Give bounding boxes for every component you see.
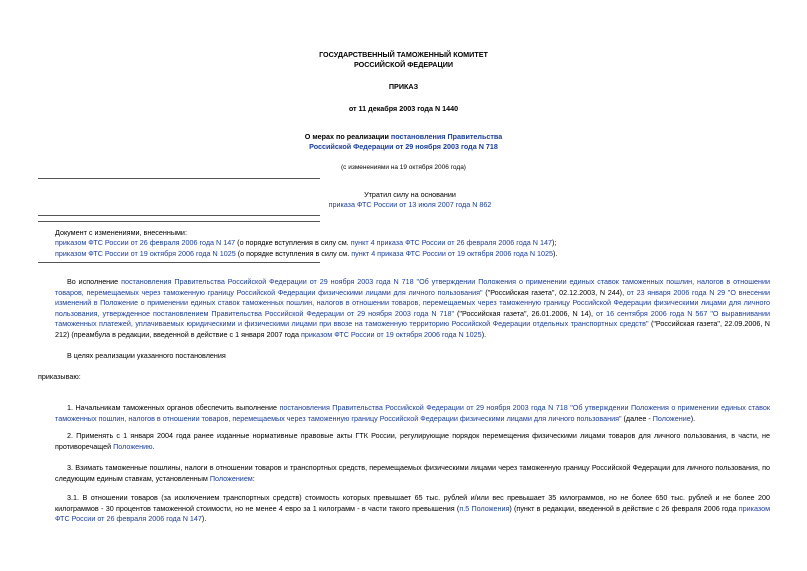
amendment-text: (о порядке вступления в силу см.: [235, 238, 351, 247]
amendment-text: ).: [553, 249, 558, 258]
item-1-paragraph: [55, 403, 770, 424]
item-text: ).: [201, 514, 207, 524]
purpose-paragraph: В целях реализации указанного постановления: [67, 351, 226, 360]
item-text: .: [152, 441, 155, 451]
title-link[interactable]: постановления Правительства: [390, 132, 503, 141]
doc-title-line2: [0, 142, 807, 153]
doc-date: от 11 декабря 2003 года N 1440: [348, 104, 459, 113]
preamble-text: Во исполнение: [67, 277, 122, 286]
amendment-link[interactable]: пункт 4 приказа ФТС России от 19 октября 2006 года N 1025: [351, 249, 554, 258]
item-link[interactable]: приказом ФТС России от 26 февраля 2006 года N 147: [55, 503, 771, 524]
item-text: ).: [690, 413, 696, 423]
item-2-paragraph: [55, 431, 770, 452]
status-link[interactable]: приказа ФТС России от 13 июля 2007 года N 862: [328, 200, 492, 209]
item-link[interactable]: Положением: [209, 473, 253, 483]
doc-type: ПРИКАЗ: [388, 82, 419, 91]
order-word: приказываю:: [38, 372, 81, 381]
preamble-text: ).: [481, 329, 487, 339]
amendments-heading: Документ с изменениями, внесенными:: [55, 228, 187, 237]
item-link[interactable]: постановления Правительства Российской Федерации от 29 ноября 2003 года N 718 "Об утверждении Положения о применении единых ставок таможенных пошлин, налогов в отношении товаров, перемещаемых через таможенную границу Российской Федерации физическими лицами для личного пользования": [55, 403, 770, 423]
divider: [38, 262, 320, 263]
item-3-1-paragraph: [55, 493, 770, 525]
title-link-cont[interactable]: Российской Федерации от 29 ноября 2003 года N 718: [309, 142, 498, 151]
amendment-link[interactable]: приказом ФТС России от 19 октября 2006 года N 1025: [55, 249, 236, 258]
amendment-item: [55, 238, 556, 249]
status-text: Утратил силу на основании: [364, 190, 456, 199]
item-text: ) (пункт в редакции, введенной в действие с 26 февраля 2006 года: [509, 503, 739, 513]
item-link[interactable]: п.5 Положения: [459, 503, 510, 513]
item-text: 2. Применять с 1 января 2004 года ранее изданные нормативные правовые акты ГТК России, регулирующие порядок перемещения физическими лицами товаров для личного пользования, в части, не противоречащей: [55, 431, 770, 451]
item-link[interactable]: Положению: [113, 441, 153, 451]
preamble-link[interactable]: постановления Правительства Российской Федерации от 29 ноября 2003 года N 718 "Об утверждении Положения о применении единых ставок таможенных пошлин, налогов в отношении товаров, перемещаемых через таможенную границу Российской Федерации физическими лицами для личного пользования": [55, 277, 770, 297]
amended-note: (с изменениями на 19 октября 2006 года): [341, 164, 466, 171]
amendment-link[interactable]: пункт 4 приказа ФТС России от 26 февраля 2006 года N 147: [350, 238, 552, 247]
divider: [38, 215, 320, 216]
divider: [38, 221, 320, 222]
item-text: 3.1. В отношении товаров (за исключением транспортных средств) стоимость которых превышает 65 тыс. рублей и/или вес превышает 35 килограммов, но не более 650 тыс. рублей и не более 200 килограммов - 30 процентов таможенной стоимости, но не менее 4 евро за 1 килограмм - в части такого превышения (: [55, 493, 770, 513]
item-3-paragraph: [55, 463, 770, 484]
preamble-link[interactable]: от 16 сентября 2006 года N 567 "О выравнивании таможенных платежей, уплачиваемых юридическими и физическими лицами при ввозе на таможенную территорию Российской Федерации отдельных транспортных средств": [55, 308, 770, 329]
authority-line2: РОССИЙСКОЙ ФЕДЕРАЦИИ: [353, 60, 454, 69]
preamble-text: ("Российская газета", 02.12.2003, N 244),: [482, 287, 627, 297]
authority-line1: ГОСУДАРСТВЕННЫЙ ТАМОЖЕННЫЙ КОМИТЕТ: [319, 50, 488, 59]
divider: [38, 178, 320, 179]
doc-title-line1: [0, 132, 807, 143]
preamble-link[interactable]: от 23 января 2006 года N 29 "О внесении изменений в Положение о применении единых ставок таможенных пошлин, налогов в отношении товаров, перемещаемых через таможенную границу Российской Федерации физическими лицами для личного пользования, утвержденное постановлением Правительства Российской Федерации от 29 ноября 2003 года N 718": [55, 287, 770, 318]
amendment-link[interactable]: приказом ФТС России от 26 февраля 2006 года N 147: [55, 238, 236, 247]
title-prefix: О мерах по реализации: [304, 132, 391, 141]
amendment-text: (о порядке вступления в силу см.: [235, 249, 352, 258]
preamble-text: ("Российская газета", 26.01.2006, N 14),: [454, 308, 597, 318]
amendment-text: );: [551, 238, 557, 247]
item-text: 1. Начальникам таможенных органов обеспечить выполнение: [67, 403, 280, 412]
item-link[interactable]: Положение: [652, 413, 691, 423]
preamble-paragraph: [55, 277, 770, 341]
preamble-text: ("Российская газета", 22.09.2006, N 212) (преамбула в редакции, введенной в действие с 1 января 2007 года: [55, 319, 770, 339]
item-text: (далее -: [621, 413, 653, 423]
preamble-link[interactable]: приказом ФТС России от 19 октября 2006 года N 1025: [300, 329, 482, 339]
item-text: :: [252, 473, 255, 483]
item-text: 3. Взимать таможенные пошлины, налоги в отношении товаров и транспортных средств, перемещаемых физическими лицами через таможенную границу Российской Федерации для личного пользования, по следующим единым ставкам, установленным: [55, 463, 770, 483]
amendment-item: [55, 249, 557, 260]
